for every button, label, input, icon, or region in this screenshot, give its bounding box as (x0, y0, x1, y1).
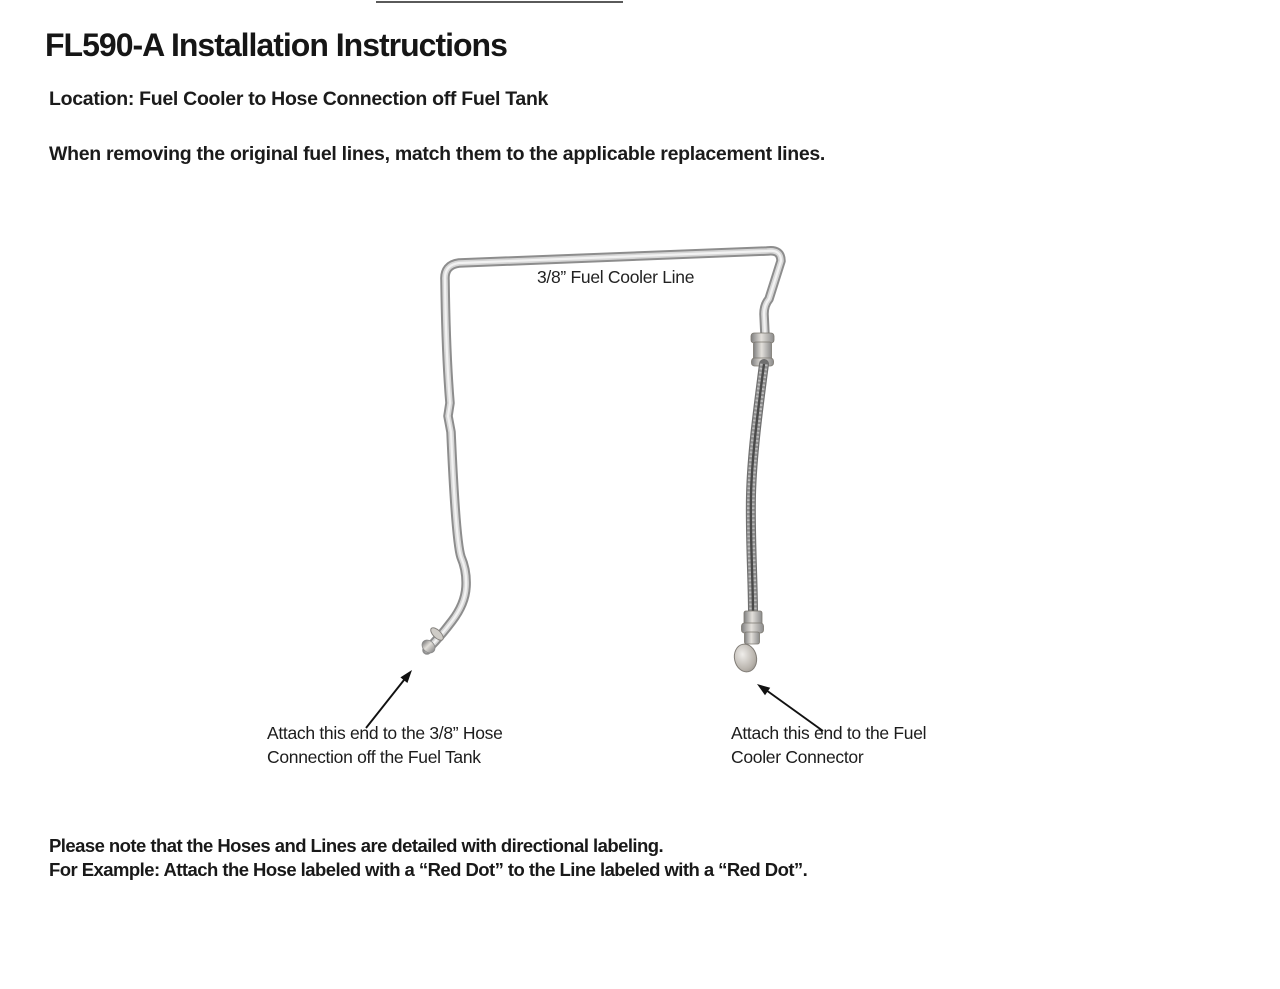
right-callout (731, 722, 926, 769)
footer-note-line1: Please note that the Hoses and Lines are detailed with directional labeling. (49, 835, 664, 856)
left-callout-line2: Connection off the Fuel Tank (267, 746, 481, 767)
left-callout-line1: Attach this end to the 3/8” Hose (267, 723, 503, 743)
right-callout-line2: Cooler Connector (731, 746, 864, 767)
braided-hose (751, 364, 764, 614)
lower-crimp-fitting (742, 611, 764, 644)
steel-tube (427, 251, 781, 650)
page-title: FL590-A Installation Instructions (45, 27, 507, 63)
left-callout (267, 722, 503, 769)
location-line: Location: Fuel Cooler to Hose Connection off Fuel Tank (49, 88, 549, 110)
left-arrow (366, 670, 412, 728)
right-callout-line1: Attach this end to the Fuel (731, 723, 927, 743)
footer-note (49, 834, 807, 882)
hose-end-connector (732, 642, 759, 674)
footer-note-line2: For Example: Attach the Hose labeled with a “Red Dot” to the Line labeled with a “Red Dot”. (49, 859, 808, 880)
part-label: 3/8” Fuel Cooler Line (537, 267, 695, 287)
warning-line: When removing the original fuel lines, match them to the applicable replacement lines. (49, 143, 826, 165)
